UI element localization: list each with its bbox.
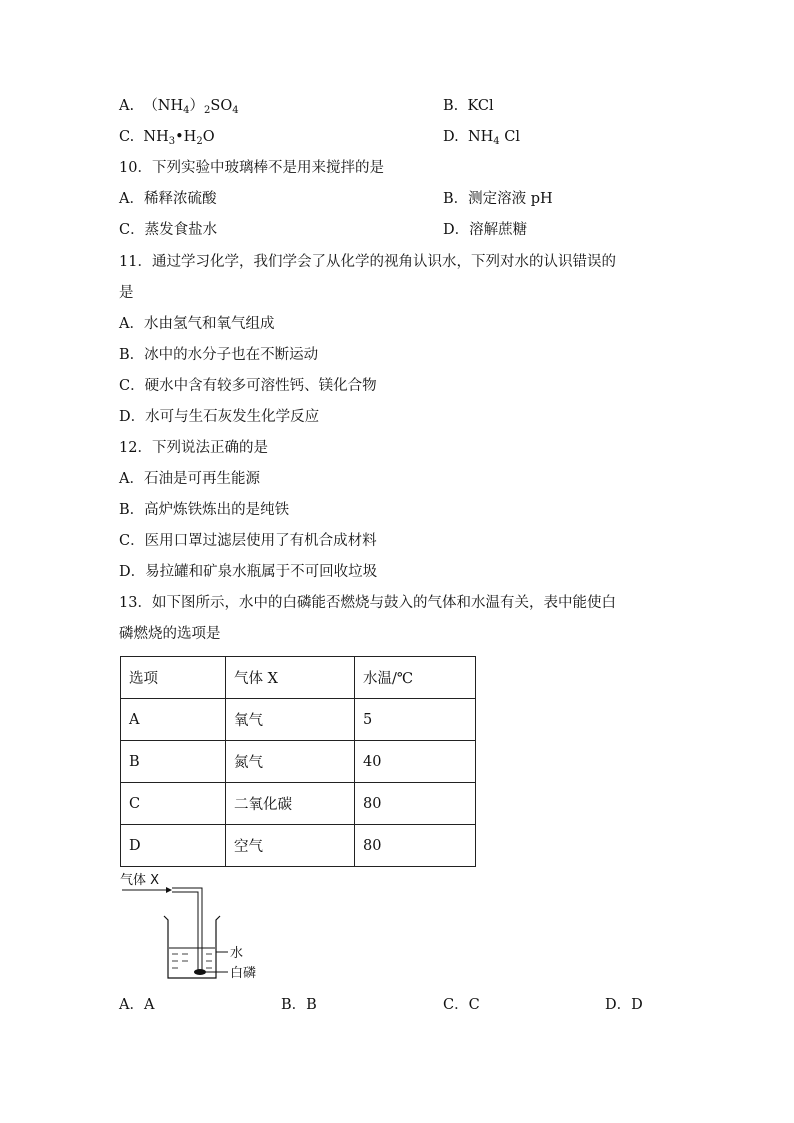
q10-option-d: D．溶解蔗糖 bbox=[443, 222, 528, 238]
table-cell: 二氧化碳 bbox=[226, 783, 355, 825]
q11-option-d: D．水可与生石灰发生化学反应 bbox=[119, 409, 320, 425]
q10-stem: 10．下列实验中玻璃棒不是用来搅拌的是 bbox=[119, 160, 384, 176]
q10-option-c: C．蒸发食盐水 bbox=[119, 222, 218, 238]
q9-option-d: D. $NH_4$ Cl bbox=[443, 129, 520, 147]
table-cell: 氮气 bbox=[226, 741, 355, 783]
table-cell: B bbox=[121, 741, 226, 783]
table-cell: 40 bbox=[355, 741, 476, 783]
arrow-head-icon bbox=[166, 887, 172, 893]
water-hatching bbox=[172, 954, 212, 968]
q11-option-a: A．水由氢气和氧气组成 bbox=[119, 316, 275, 332]
table-cell: C bbox=[121, 783, 226, 825]
table-header-cell: 水温/℃ bbox=[355, 657, 476, 699]
phosphorus-label: 白磷 bbox=[230, 966, 257, 981]
table-cell: 80 bbox=[355, 825, 476, 867]
q11-option-b: B．冰中的水分子也在不断运动 bbox=[119, 347, 319, 363]
table-row bbox=[121, 741, 476, 783]
table-header-cell: 选项 bbox=[121, 657, 226, 699]
table-header-cell: 气体 X bbox=[226, 657, 355, 699]
q9-option-a: A. $(NH_4)_2SO_4$ bbox=[119, 98, 239, 116]
table-cell: D bbox=[121, 825, 226, 867]
table-cell: 5 bbox=[355, 699, 476, 741]
table-row bbox=[121, 699, 476, 741]
q13-options-table bbox=[120, 656, 476, 867]
table-row bbox=[121, 825, 476, 867]
beaker bbox=[164, 916, 220, 978]
q12-stem: 12．下列说法正确的是 bbox=[119, 440, 268, 456]
glass-tube-inner bbox=[172, 892, 198, 970]
table-cell: A bbox=[121, 699, 226, 741]
q12-option-b: B．高炉炼铁炼出的是纯铁 bbox=[119, 502, 290, 518]
q12-option-a: A．石油是可再生能源 bbox=[119, 471, 260, 487]
q10-option-a: A．稀释浓硫酸 bbox=[119, 191, 217, 207]
q12-option-c: C．医用口罩过滤层使用了有机合成材料 bbox=[119, 533, 377, 549]
table-cell: 80 bbox=[355, 783, 476, 825]
white-phosphorus bbox=[194, 969, 206, 975]
q10-option-b: B．测定溶液 pH bbox=[443, 191, 553, 207]
q12-option-d: D．易拉罐和矿泉水瓶属于不可回收垃圾 bbox=[119, 564, 378, 580]
q9-option-c: C. $NH_3•H_2O$ bbox=[119, 129, 215, 147]
q11-stem-cont: 是 bbox=[119, 285, 134, 301]
q11-option-c: C．硬水中含有较多可溶性钙、镁化合物 bbox=[119, 378, 377, 394]
table-cell: 空气 bbox=[226, 825, 355, 867]
gas-x-label: 气体 X bbox=[120, 873, 160, 888]
table-header-row bbox=[121, 657, 476, 699]
q13-answer-d: D．D bbox=[605, 997, 643, 1013]
q13-answer-b: B．B bbox=[281, 997, 317, 1013]
water-label: 水 bbox=[230, 946, 244, 961]
q11-stem: 11．通过学习化学，我们学会了从化学的视角认识水，下列对水的认识错误的 bbox=[119, 254, 616, 270]
q13-answer-c: C．C bbox=[443, 997, 480, 1013]
beaker-apparatus-figure bbox=[120, 868, 280, 988]
q9-option-b: B. KCl bbox=[443, 98, 494, 114]
q13-stem: 13．如下图所示，水中的白磷能否燃烧与鼓入的气体和水温有关，表中能使白 bbox=[119, 595, 616, 611]
table-row bbox=[121, 783, 476, 825]
q13-stem-cont: 磷燃烧的选项是 bbox=[119, 626, 221, 642]
q13-answer-a: A．A bbox=[119, 997, 155, 1013]
table-cell: 氧气 bbox=[226, 699, 355, 741]
